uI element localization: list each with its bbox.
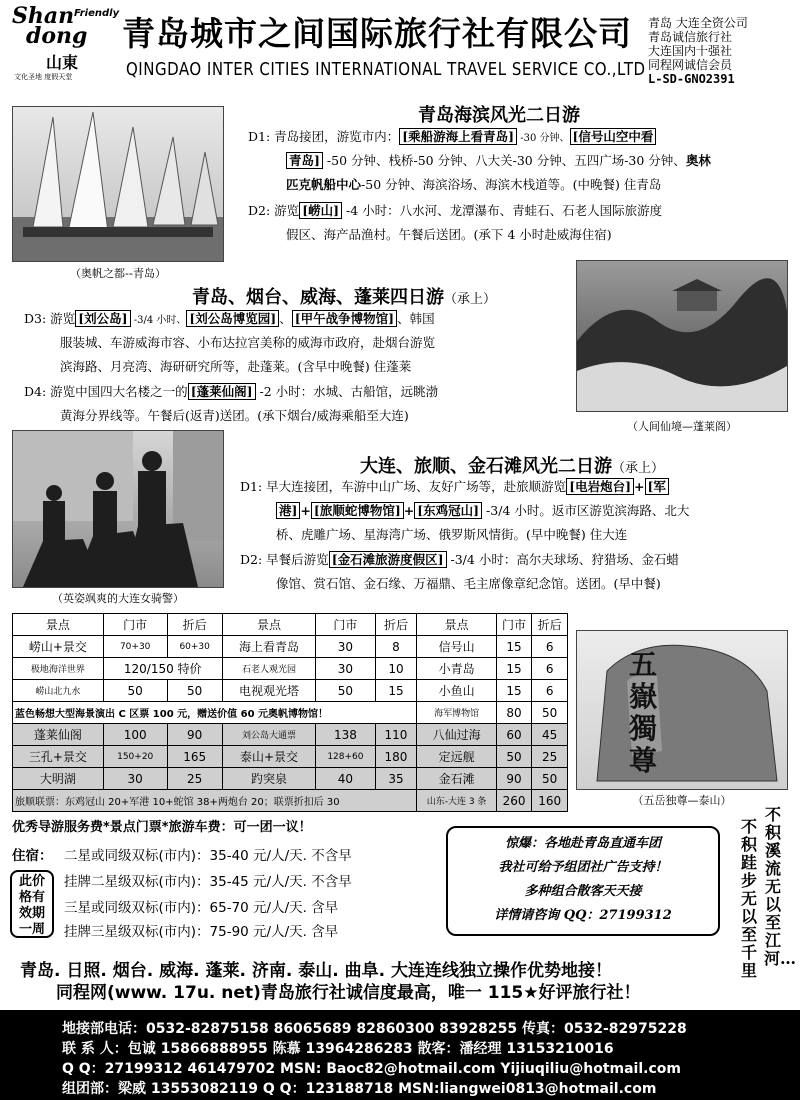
table-header: 门市 (103, 614, 167, 636)
table-cell: 180 (375, 746, 417, 768)
table-cell: 海上看青岛 (222, 636, 316, 658)
taishan-photo (576, 630, 788, 790)
table-header: 折后 (167, 614, 222, 636)
table-cell: 90 (496, 768, 532, 790)
text: 早餐后游览 (266, 552, 329, 567)
table-cell: 30 (103, 768, 167, 790)
day-label: D4: (24, 384, 47, 399)
company-name-cn: 青岛城市之间国际旅行社有限公司 (122, 14, 632, 53)
table-cell: 128+60 (316, 746, 375, 768)
tour1-d2-line2: 假区、海产品渔村。午餐后送团。(承下 4 小时赴威海住宿) (286, 227, 612, 242)
spot-dongjiguan: [东鸡冠山] (414, 502, 482, 519)
table-cell: 138 (316, 724, 375, 746)
text: 青岛、烟台、威海、蓬莱四日游 (192, 287, 444, 308)
table-cell: 趵突泉 (222, 768, 316, 790)
table-cell: 蓝色畅想大型海景演出 C 区票 100 元，赠送价值 60 元奥帆博物馆！ (13, 702, 417, 724)
table-header: 折后 (375, 614, 417, 636)
penglai-illustration (577, 261, 787, 411)
accommodation-item: 三星或同级双标(市内)：65-70 元/人/天. 含早 (64, 900, 339, 916)
table-cell: 小鱼山 (417, 680, 496, 702)
table-cell: 50 (316, 680, 375, 702)
accommodation-item: 二星或同级双标(市内)：35-40 元/人/天. 不含早 (64, 848, 352, 864)
text: -50 分钟、栈桥-50 分钟、八大关-30 分钟、五四广场-30 分钟、 (322, 153, 686, 168)
tour1-title: 青岛海滨风光二日游 (418, 105, 580, 126)
contact-row: Q Q：27199312 461479702 MSN: Baoc82@hotmail.com Yijiuqiliu@hotmail.com (62, 1061, 681, 1077)
table-cell: 极地海洋世界 (13, 658, 104, 680)
taishan-illustration (577, 631, 787, 789)
spot-military-port-cont: 港] (276, 502, 300, 519)
spot-laoshan: [崂山] (299, 202, 342, 219)
table-cell: 150+20 (103, 746, 167, 768)
text: + (403, 503, 415, 518)
credential-item: L-SD-GNO2391 (648, 72, 735, 86)
table-cell: 刘公岛大通票 (222, 724, 316, 746)
table-row (13, 768, 568, 790)
sailing-photo (12, 106, 224, 262)
table-cell: 60 (496, 724, 532, 746)
table-header: 门市 (496, 614, 532, 636)
table-cell: 100 (103, 724, 167, 746)
table-cell: 三孔+景交 (13, 746, 104, 768)
text: 我社可给予组团社广告支持！ (498, 860, 668, 875)
price-validity-badge (10, 870, 54, 938)
tour3-title (360, 452, 664, 478)
accommodation-item: 挂牌三星级双标(市内)：75-90 元/人/天. 含早 (64, 924, 339, 940)
table-cell: 崂山+景交 (13, 636, 104, 658)
tour1-d1-line3 (286, 174, 661, 196)
spot-jinshitan: [金石滩旅游度假区] (329, 551, 447, 568)
spot-sea-tour: [乘船游海上看青岛] (399, 128, 517, 145)
lodging-label: 住宿： (12, 848, 53, 864)
table-cell: 八仙过海 (417, 724, 496, 746)
tour3-d1-line2 (276, 500, 689, 522)
text: 、 (279, 311, 292, 326)
tour2-d3-line1 (24, 308, 435, 332)
table-cell: 小青岛 (417, 658, 496, 680)
sailing-caption: （奥帆之都--青岛） (70, 267, 166, 280)
table-cell: 蓬莱仙阁 (13, 724, 104, 746)
table-cell: 25 (532, 746, 568, 768)
table-cell: 定远舰 (417, 746, 496, 768)
logo-slogan: 文化圣地 度假天堂 (14, 73, 73, 81)
table-row (13, 658, 568, 680)
table-header: 景点 (13, 614, 104, 636)
quote-column-1: 不积跬步无以至千里 (740, 817, 757, 980)
table-cell: 6 (532, 680, 568, 702)
spot-penglai: [蓬莱仙阁] (188, 383, 256, 400)
tour3-d1-line1 (240, 476, 669, 498)
text: 早大连接团，车游中山广场、友好广场等，赴旅顺游览 (266, 479, 567, 494)
text: 大连、旅顺、金石滩风光二日游 (360, 456, 612, 477)
table-cell: 120/150 特价 (103, 658, 222, 680)
text: -3/4 小时、 (130, 315, 187, 326)
day-label: D1: (248, 129, 271, 144)
table-cell: 8 (375, 636, 417, 658)
tour1-d1-line2 (286, 150, 711, 172)
table-cell: 电视观光塔 (222, 680, 316, 702)
table-row (13, 680, 568, 702)
credential-item: 大连国内十强社 (648, 44, 733, 58)
spot-liugong-museum: [刘公岛博览园] (186, 310, 279, 327)
table-cell: 10 (375, 658, 417, 680)
text: 匹克帆船中心 (286, 177, 362, 192)
tour2-d4-line2: 黄海分界线等。午餐后(返青)送团。(承下烟台/威海乘船至大连) (60, 408, 409, 423)
table-cell: 15 (496, 658, 532, 680)
credential-item: 青岛诚信旅行社 (648, 30, 733, 44)
table-cell: 30 (316, 636, 375, 658)
table-cell: 50 (496, 746, 532, 768)
police-photo (12, 430, 224, 588)
table-cell: 70+30 (103, 636, 167, 658)
table-header-row (13, 614, 568, 636)
taishan-caption: （五岳独尊—泰山） (632, 794, 732, 807)
table-header: 门市 (316, 614, 375, 636)
table-cell: 50 (167, 680, 222, 702)
spot-xinhao: [信号山空中看 (570, 128, 657, 145)
route-slogan: 青岛. 日照. 烟台. 威海. 蓬莱. 济南. 泰山. 曲阜. 大连连线独立操作优势地接！ (20, 961, 613, 981)
tour1-d2-line1 (248, 200, 662, 222)
text: 一周 (18, 922, 45, 937)
table-cell: 6 (532, 636, 568, 658)
text: 游览 (50, 311, 76, 326)
table-cell: 石老人观光园 (222, 658, 316, 680)
table-cell: 海军博物馆 (417, 702, 496, 724)
table-row (13, 702, 568, 724)
credential-item: 同程网诚信会员 (648, 58, 733, 72)
day-label: D2: (248, 203, 271, 218)
day-label: D2: (240, 552, 263, 567)
credential-item: 青岛 大连全资公司 (648, 16, 748, 30)
price-table (12, 613, 568, 812)
table-row (13, 636, 568, 658)
table-row (13, 724, 568, 746)
contact-row: 联 系 人：包诚 15866888955 陈慕 13964286283 散客：潘经理 13153210016 (62, 1041, 614, 1057)
text: 惊爆：各地赴青岛直通车团 (504, 836, 661, 851)
quote-column-2: 不积溪流无以至江河… (764, 805, 797, 968)
text: -3/4 小时。返市区游览滨海路、北大 (482, 503, 690, 518)
table-cell: 35 (375, 768, 417, 790)
table-cell: 大明湖 (13, 768, 104, 790)
logo-chinese: 山東 (46, 53, 79, 72)
text: 详情请咨询 QQ：27199312 (494, 908, 672, 923)
company-name-en: QINGDAO INTER CITIES INTERNATIONAL TRAVEL SERVICE CO.,LTD (126, 58, 646, 80)
table-cell: 50 (532, 768, 568, 790)
tour3-d2-line2: 像馆、赏石馆、金石缘、万福鼎、毛主席像章纪念馆。送团。(早中餐) (276, 576, 661, 591)
rating-slogan: 同程网(www. 17u. net)青岛旅行社诚信度最高，唯一 115★好评旅行社！ (56, 983, 641, 1003)
tour2-d3-line3: 滨海路、月亮湾、海研研究所等，赴蓬莱。(含早中晚餐) 住蓬莱 (60, 359, 412, 374)
text: -30 分钟、 (517, 133, 570, 144)
police-illustration (13, 431, 223, 587)
text: （承上） (444, 292, 497, 307)
text: 效期 (18, 906, 45, 921)
penglai-photo (576, 260, 788, 412)
logo-friendly: Friendly (74, 8, 120, 19)
text: 多种组合散客天天接 (524, 884, 642, 899)
table-cell: 110 (375, 724, 417, 746)
table-cell: 15 (496, 680, 532, 702)
contact-row: 地接部电话：0532-82875158 86065689 82860300 83928255 传真：0532-82975228 (62, 1021, 687, 1037)
spot-jiawu: [甲午战争博物馆] (292, 310, 397, 327)
table-cell: 90 (167, 724, 222, 746)
text: 此价 (18, 874, 45, 889)
table-row (13, 746, 568, 768)
text: 游览 (274, 203, 300, 218)
contact-bar (0, 1010, 800, 1100)
table-cell: 15 (375, 680, 417, 702)
table-header: 折后 (532, 614, 568, 636)
text: （承上） (612, 461, 665, 476)
text: -3/4 小时：高尔夫球场、狩猎场、金石蜡 (446, 552, 679, 567)
table-cell: 50 (532, 702, 568, 724)
day-label: D1: (240, 479, 263, 494)
spot-snake-museum: [旅顺蛇博物馆] (311, 502, 404, 519)
logo-brand-line1: Shan (12, 3, 75, 29)
text: + (634, 479, 645, 494)
day-label: D3: (24, 311, 47, 326)
table-cell: 165 (167, 746, 222, 768)
sailing-illustration (13, 107, 223, 261)
table-cell: 25 (167, 768, 222, 790)
tour2-d4-line1 (24, 381, 438, 403)
table-cell: 崂山北九水 (13, 680, 104, 702)
text: 格有 (18, 890, 45, 905)
text: -2 小时：水城、古船馆，远眺渤 (255, 384, 439, 399)
tour3-d1-line3: 桥、虎雕广场、星海湾广场、俄罗斯风情街。(早中晚餐) 住大连 (276, 527, 628, 542)
table-cell: 60+30 (167, 636, 222, 658)
table-cell: 40 (316, 768, 375, 790)
text: 游览中国四大名楼之一的 (50, 384, 188, 399)
text: -4 小时：八水河、龙潭瀑布、青蛙石、石老人国际旅游度 (342, 203, 663, 218)
taishan-stone-text: 五嶽獨尊 (628, 648, 657, 777)
table-cell: 信号山 (417, 636, 496, 658)
promo-notice-box (446, 826, 720, 936)
table-row (13, 790, 568, 812)
vertical-quote (734, 806, 796, 992)
table-cell: 金石滩 (417, 768, 496, 790)
logo-brand-line2: dong (26, 23, 88, 49)
text: -50 分钟、海滨浴场、海滨木栈道等。(中晚餐) 住青岛 (361, 177, 662, 192)
shandong-logo (12, 3, 120, 86)
table-cell: 80 (496, 702, 532, 724)
table-cell: 160 (532, 790, 568, 812)
table-cell: 泰山+景交 (222, 746, 316, 768)
table-cell: 50 (103, 680, 167, 702)
police-caption: （英姿飒爽的大连女骑警） (52, 592, 184, 605)
table-header: 景点 (417, 614, 496, 636)
penglai-caption: （人间仙境—蓬莱阁） (627, 420, 737, 433)
tour3-d2-line1 (240, 549, 679, 571)
table-cell: 旅顺联票：东鸡冠山 20+军港 10+蛇馆 38+两炮台 20；联票折扣后 30 (13, 790, 417, 812)
accommodation-item: 挂牌二星级双标(市内)：35-45 元/人/天. 不含早 (64, 874, 352, 890)
spot-military-port: [军 (645, 478, 669, 495)
text: + (300, 503, 311, 518)
spot-dianyan: [电岩炮台] (566, 478, 634, 495)
table-cell: 山东-大连 3 条 (417, 790, 496, 812)
text: 、韩国 (397, 311, 435, 326)
credentials (648, 16, 748, 86)
table-cell: 15 (496, 636, 532, 658)
table-header: 景点 (222, 614, 316, 636)
table-cell: 30 (316, 658, 375, 680)
table-cell: 260 (496, 790, 532, 812)
contact-row: 组团部：梁威 13553082119 Q Q：123188718 MSN:liangwei0813@hotmail.com (62, 1081, 657, 1097)
spot-liugong: [刘公岛] (75, 310, 130, 327)
services-line: 优秀导游服务费*景点门票*旅游车费：可一团一议！ (12, 820, 312, 835)
text: 青岛接团，游览市内： (274, 129, 400, 144)
tour1-d1-line1 (248, 126, 656, 150)
tour2-title (192, 283, 496, 309)
spot-xinhao-cont: 青岛] (286, 152, 323, 169)
tour2-d3-line2: 服装城、车游威海市容、小布达拉宫美称的威海市政府，赴烟台游览 (60, 335, 436, 350)
text: 奥林 (685, 153, 711, 168)
table-cell: 6 (532, 658, 568, 680)
table-cell: 45 (532, 724, 568, 746)
